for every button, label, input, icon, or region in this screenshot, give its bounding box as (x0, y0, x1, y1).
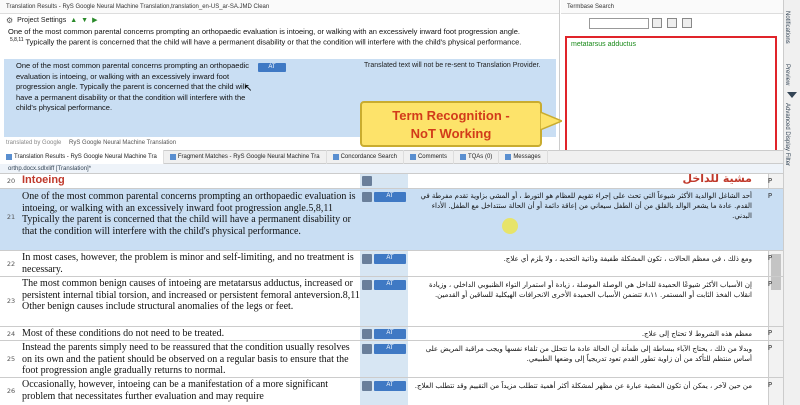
at-badge: AT (374, 344, 406, 354)
segment-source[interactable]: Instead the parents simply need to be reassured that the condition usually resolves on its own and the patient should be observed on a regular basis to ensure that the foot progression angle gradually returns to normal. (22, 342, 350, 376)
tab-label: Comments (417, 154, 447, 160)
segment-row[interactable] (0, 174, 783, 189)
source-line-2: Typically the parent is concerned that the child will have a permanent disability or that the condition will interfere with the child's physical performance. (25, 37, 522, 47)
segment-row[interactable] (0, 378, 783, 405)
tab-label: Translation Results - RyS Google Neural Machine Tra (14, 154, 157, 160)
at-badge: AT (374, 192, 406, 202)
segment-number: 23 (6, 297, 16, 305)
tab-tqas[interactable] (454, 150, 499, 164)
tab-label: Messages (513, 154, 541, 160)
segment-number: 24 (6, 330, 16, 338)
tab-fragment-matches[interactable] (164, 150, 327, 164)
segment-target[interactable]: مشية للداخل (682, 174, 752, 184)
segment-target[interactable]: معظم هذه الشروط لا تحتاج إلى علاج. (641, 330, 752, 338)
segment-target[interactable]: وبدلا من ذلك ، يحتاج الآباء ببساطة إلى طمأنة أن الحالة عادة ما تتحلل من تلقاء نفسها ويجب مراقبة المريض على أساس منتظم للتأكد من أن زاوية تطور القدم تعود تدريجياً إلى وضعها الطبيعي. (425, 345, 752, 363)
termbase-term[interactable]: metatarsus adductus (571, 41, 636, 48)
document-tab[interactable]: orthp.docx.sdlxliff [Translation]* (0, 164, 783, 174)
advanced-display-filter-tab[interactable]: Advanced Display Filter (784, 103, 790, 167)
tab-icon (333, 154, 339, 160)
pencil-icon (362, 381, 372, 391)
tab-icon (6, 154, 12, 160)
tab-comments[interactable] (404, 150, 454, 164)
segment-source[interactable]: Most of these conditions do not need to be treated. (22, 328, 225, 339)
pencil-icon (362, 344, 372, 354)
segment-target[interactable]: أحد الشاغل الوالدية الأكثر شيوعاً التي تحث على إجراء تقويم للعظام هو التورط ، أو المشي بزاوية تقدم مفرطة في القدم. عادة ما يشعر الوالد بالقلق من أن الطفل سيعاني من إعاقة دائمة أو أن الحالة ستتداخل مع الطفل. الأداء البدني. (420, 192, 752, 220)
segment-source[interactable]: Occasionally, however, intoeing can be a manifestation of a more significant problem that necessitates further evaluation and may require (22, 379, 329, 402)
cursor-highlight-icon (502, 218, 518, 234)
tab-icon (505, 154, 511, 160)
tab-label: Concordance Search (340, 154, 397, 160)
segment-source[interactable]: One of the most common parental concerns prompting an orthopaedic evaluation is intoeing, or walking with an excessively inward foot progression angle.5,8,11 Typically the parent is concerned that the child will have a permanent disability or that the condition will interfere with the child's physical performance. (22, 191, 356, 237)
segment-status: P (767, 329, 773, 337)
segment-target[interactable]: من حين لآخر ، يمكن أن تكون المشية عبارة عن مظهر لمشكلة أكثر أهمية تتطلب مزيداً من التقييم وقد تتطلب العلاج. (414, 382, 752, 390)
translated-by-google: translated by Google (6, 140, 62, 146)
segment-status: P (767, 192, 773, 200)
termbase-title: Termbase Search (561, 0, 783, 14)
settings-icon[interactable]: ⚙ (6, 15, 14, 25)
panel-title: Translation Results - RyS Google Neural Machine Translation,translation_en-US_ar-SA.JMD Clean (0, 0, 559, 14)
termbase-search-panel (561, 0, 783, 165)
pencil-icon (362, 280, 372, 290)
source-line-2-wrap (0, 36, 559, 47)
source-line-1: One of the most common parental concerns prompting an orthopaedic evaluation is intoeing, or walking with an excessively inward foot progression angle. (8, 27, 520, 36)
segment-status: P (767, 344, 773, 352)
at-badge: AT (374, 381, 406, 391)
segment-source[interactable]: Intoeing (22, 175, 65, 186)
tab-icon (460, 154, 466, 160)
at-badge: AT (374, 329, 406, 339)
search-icon[interactable] (652, 18, 662, 28)
pencil-icon (362, 176, 372, 186)
provider-name: RyS Google Neural Machine Translation (69, 140, 177, 146)
preview-tab[interactable]: Preview (784, 63, 790, 86)
segment-row[interactable] (0, 327, 783, 341)
provider-line (6, 138, 236, 148)
callout-line-1: Term Recognition - (392, 108, 510, 123)
termbase-toolbar (561, 14, 783, 32)
tab-translation-results[interactable] (0, 150, 164, 164)
bottom-tab-bar (0, 150, 783, 164)
segment-status: P (767, 280, 773, 288)
at-badge: AT (258, 63, 286, 72)
right-sidebar (783, 0, 800, 405)
segment-status: P (767, 177, 773, 185)
tab-label: TQAs (0) (467, 154, 493, 160)
segment-row[interactable] (0, 341, 783, 378)
play-icon[interactable]: ▶ (92, 17, 98, 24)
at-badge: AT (374, 280, 406, 290)
segment-source[interactable]: The most common benign causes of intoeing are metatarsus adductus, increased or persistent internal tibial torsion, and increased or persistent femoral anteversion.8,11 Other benign causes include structural anomalies of the legs or feet. (22, 278, 360, 312)
callout-pointer-icon (540, 108, 562, 134)
segment-status: P (767, 254, 773, 262)
editor-grid (0, 164, 783, 405)
tab-label: Fragment Matches - RyS Google Neural Machine Tra (177, 154, 320, 160)
termbase-settings-icon[interactable] (667, 18, 677, 28)
segment-number: 20 (6, 177, 16, 185)
filter-icon[interactable] (787, 92, 797, 98)
callout-line-2: NoT Working (410, 126, 492, 141)
segment-source[interactable]: In most cases, however, the problem is minor and self-limiting, and no treatment is necessary. (22, 252, 354, 275)
segment-number: 22 (6, 260, 16, 268)
arrow-up-icon[interactable]: ▲ (70, 16, 78, 24)
tab-icon (410, 154, 416, 160)
tab-messages[interactable] (499, 150, 547, 164)
segment-number: 25 (6, 355, 16, 363)
segment-row[interactable] (0, 251, 783, 277)
at-badge: AT (374, 254, 406, 264)
arrow-down-icon[interactable]: ▼ (81, 16, 89, 24)
pencil-icon (362, 254, 372, 264)
segment-number: 26 (6, 387, 16, 395)
tab-icon (170, 154, 176, 160)
segment-row[interactable] (0, 277, 783, 327)
segment-target[interactable]: إن الأسباب الأكثر شيوعًا الحميدة للداخل هي الوصلة الموصلة ، زيادة أو استمرار التواء الظنبوبي الداخلي ، وزيادة انقلاب الفخذ الثابت أو المستمر. ٨،١١ تتضمن الأسباب الحميدة الأخرى الانحرافات الهيكلية للساقين أو القدمين. (428, 281, 752, 299)
pencil-icon (362, 192, 372, 202)
termbase-add-icon[interactable] (682, 18, 692, 28)
segment-row-active[interactable] (0, 189, 783, 251)
selected-source-text: One of the most common parental concerns prompting an orthopaedic evaluation is intoeing, or walking with an excessively inward foot progression angle. Typically the parent is concerned that the child will have a permanent disability or that the condition will interfere with the child's physical performance. (16, 61, 250, 112)
segment-target[interactable]: ومع ذلك ، في معظم الحالات ، تكون المشكلة طفيفة وذاتية التحديد ، ولا يلزم أي علاج. (503, 255, 752, 263)
tr-toolbar (0, 14, 559, 26)
tab-concordance-search[interactable] (327, 150, 404, 164)
termbase-search-input[interactable] (589, 18, 649, 29)
segment-status: P (767, 381, 773, 389)
segment-number: 21 (6, 213, 16, 221)
source-sup: 5,8,11 (10, 37, 24, 43)
termbase-results-box (565, 36, 777, 164)
mouse-cursor-icon: ↖ (244, 83, 253, 94)
term-recognition-callout (360, 101, 542, 147)
pencil-icon (362, 329, 372, 339)
project-settings-button[interactable]: Project Settings (17, 16, 67, 24)
notifications-tab[interactable]: Notifications (784, 11, 790, 44)
resend-note: Translated text will not be re-sent to Translation Provider. (364, 62, 541, 69)
